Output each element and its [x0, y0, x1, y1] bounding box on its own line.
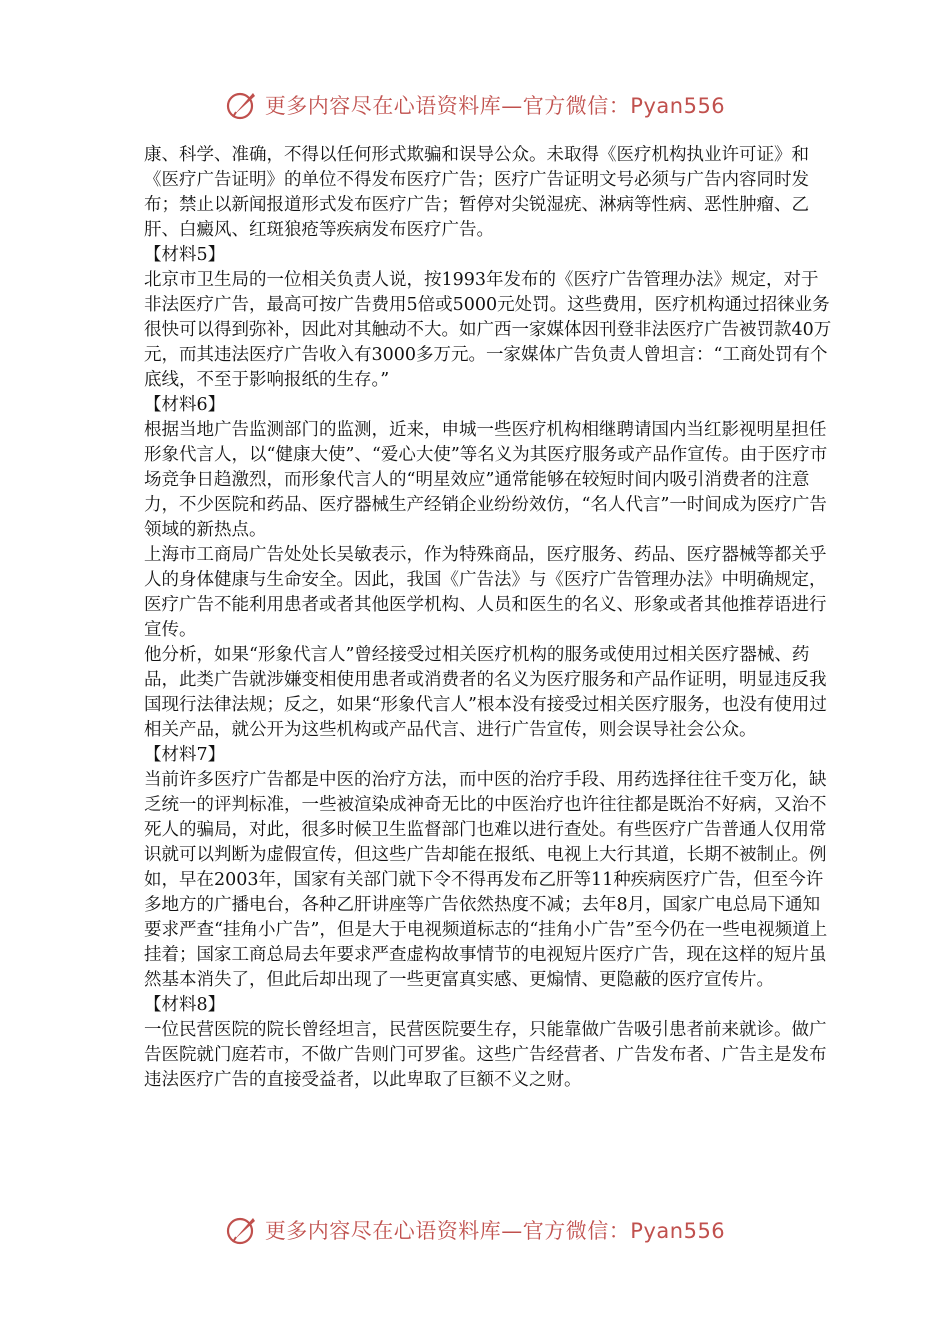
paragraph-material-7: 当前许多医疗广告都是中医的治疗方法，而中医的治疗手段、用药选择往往千变万化，缺乏统一的评判标准，一些被渲染成神奇无比的中医治疗也许往往都是既治不好病，又治不死人的骗局，对此，很多时候卫生监督部门也难以进行查处。有些医疗广告普通人仅用常识就可以判断为虚假宣传，但这些广告却能在报纸、电视上大行其道，长期不被制止。例如，早在2003年，国家有关部门就下令不得再发布乙肝等11种疾病医疗广告，但至今许多地方的广播电台，各种乙肝讲座等广告依然热度不减；去年8月，国家广电总局下通知要求严查“挂角小广告”，但是大于电视频道标志的“挂角小广告”至今仍在一些电视频道上挂着；国家工商总局去年要求严查虚构故事情节的电视短片医疗广告，现在这样的短片虽然基本消失了，但此后却出现了一些更富真实感、更煽情、更隐蔽的医疗宣传片。: [144, 770, 828, 990]
section-heading-material-5: 【材料5】: [144, 245, 226, 265]
quill-pen-icon: [225, 88, 259, 122]
paragraph-material-6-b: 上海市工商局广告处处长吴敏表示，作为特殊商品，医疗服务、药品、医疗器械等都关乎人的身体健康与生命安全。因此，我国《广告法》与《医疗广告管理办法》中明确规定，医疗广告不能利用患者或者其他医学机构、人员和医生的名义、形象或者其他推荐语进行宣传。: [144, 545, 827, 640]
section-heading-material-8: 【材料8】: [144, 995, 226, 1015]
paragraph-material-6-c: 他分析，如果“形象代言人”曾经接受过相关医疗机构的服务或使用过相关医疗器械、药品，此类广告就涉嫌变相使用患者或消费者的名义为医疗服务和产品作证明，明显违反我国现行法律法规；反之，如果“形象代言人”根本没有接受过相关医疗服务，也没有使用过相关产品，就公开为这些机构或产品代言、进行广告宣传，则会误导社会公众。: [144, 645, 827, 740]
section-heading-material-7: 【材料7】: [144, 745, 226, 765]
paragraph-intro-continued: 康、科学、准确，不得以任何形式欺骗和误导公众。未取得《医疗机构执业许可证》和《医疗广告证明》的单位不得发布医疗广告；医疗广告证明文号必须与广告内容同时发布；禁止以新闻报道形式发布医疗广告；暂停对尖锐湿疣、淋病等性病、恶性肿瘤、乙肝、白癜风、红斑狼疮等疾病发布医疗广告。: [144, 145, 809, 240]
section-heading-material-6: 【材料6】: [144, 395, 226, 415]
paragraph-material-5: 北京市卫生局的一位相关负责人说，按1993年发布的《医疗广告管理办法》规定，对于非法医疗广告，最高可按广告费用5倍或5000元处罚。这些费用，医疗机构通过招徕业务很快可以得到弥补，因此对其触动不大。如广西一家媒体因刊登非法医疗广告被罚款40万元，而其违法医疗广告收入有3000多万元。一家媒体广告负责人曾坦言：“工商处罚有个底线，不至于影响报纸的生存。”: [144, 270, 832, 390]
quill-pen-icon: [225, 1213, 259, 1247]
paragraph-material-6-a: 根据当地广告监测部门的监测，近来，申城一些医疗机构相继聘请国内当红影视明星担任形象代言人，以“健康大使”、“爱心大使”等名义为其医疗服务或产品作宣传。由于医疗市场竞争日趋激烈，而形象代言人的“明星效应”通常能够在较短时间内吸引消费者的注意力，不少医院和药品、医疗器械生产经销企业纷纷效仿，“名人代言”一时间成为医疗广告领域的新热点。: [144, 420, 828, 540]
banner-text: 更多内容尽在心语资料库—官方微信：Pyan556: [264, 94, 726, 118]
document-body: [144, 143, 832, 1093]
header-banner: [0, 85, 950, 125]
banner-text: 更多内容尽在心语资料库—官方微信：Pyan556: [264, 1219, 726, 1243]
paragraph-material-8: 一位民营医院的院长曾经坦言，民营医院要生存，只能靠做广告吸引患者前来就诊。做广告医院就门庭若市，不做广告则门可罗雀。这些广告经营者、广告发布者、广告主是发布违法医疗广告的直接受益者，以此卑取了巨额不义之财。: [144, 1020, 827, 1090]
footer-banner: [0, 1210, 950, 1250]
